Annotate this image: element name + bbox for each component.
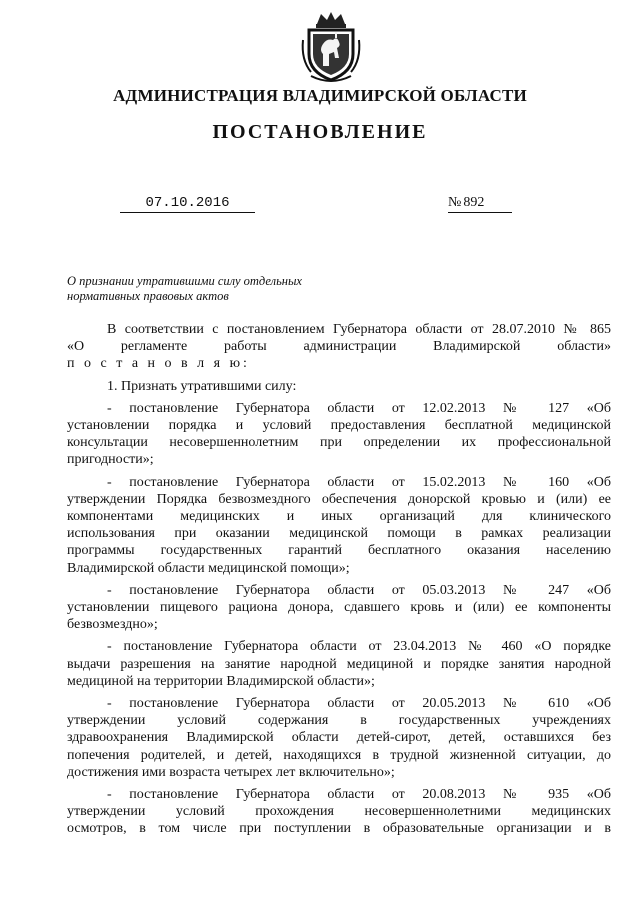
organization-name: АДМИНИСТРАЦИЯ ВЛАДИМИРСКОЙ ОБЛАСТИ [113, 86, 527, 105]
list-item-line: утверждении условий содержания в государственных учреждениях [67, 713, 611, 729]
list-item-line: установлении пищевого рациона донора, сдавшего кровь и (или) ее компоненты [67, 600, 611, 616]
list-item-line: достижения ими возраста четырех лет включительно»; [67, 764, 395, 780]
list-item-line: безвозмездно»; [67, 617, 158, 633]
document-subject [67, 274, 347, 304]
subject-line: нормативных правовых актов [67, 289, 229, 303]
document-date: 07.10.2016 [120, 195, 255, 213]
list-item [67, 786, 611, 838]
list-item-line: выдачи разрешения на занятие народной медициной и порядке занятия народной [67, 656, 611, 672]
list-item-line: медициной на территории Владимирской области»; [67, 673, 375, 689]
number-prefix: № [448, 195, 462, 210]
list-item-line: - постановление Губернатора области от 12.02.2013 № 127 «Об [107, 400, 611, 416]
subject-line: О признании утратившими силу отдельных [67, 274, 302, 288]
list-item [67, 474, 611, 577]
document-type: ПОСТАНОВЛЕНИЕ [212, 121, 428, 143]
list-item-line: консультации несовершеннолетним при определении их профессиональной [67, 435, 611, 451]
document-body [67, 321, 611, 838]
list-item-line: здравоохранения Владимирской области детей-сирот, детей, оставшихся без [67, 730, 611, 746]
preamble-line: В соответствии с постановлением Губернатора области от 28.07.2010 № 865 [107, 322, 611, 337]
preamble-line: «О регламенте работы администрации Владимирской области» [67, 339, 611, 355]
coat-of-arms-icon [299, 10, 363, 84]
repealed-acts-list [67, 400, 611, 838]
list-item [67, 638, 611, 690]
clause-heading: 1. Признать утратившими силу: [107, 378, 297, 394]
list-item [67, 695, 611, 781]
list-item-line: утверждении Порядка безвозмездного обеспечения донорской кровью и (или) ее [67, 491, 611, 507]
list-item-line: пригодности»; [67, 452, 154, 468]
list-item-line: компонентами медицинских и иных организаций для клинического [67, 509, 611, 525]
document-number [448, 195, 512, 213]
list-item-line: попечения родителей, и детей, находящихся в трудной жизненной ситуации, до [67, 747, 611, 763]
list-item-line: - постановление Губернатора области от 15.02.2013 № 160 «Об [107, 474, 611, 490]
list-item-line: установлении порядка и условий предоставления бесплатной медицинской [67, 418, 611, 434]
list-item-line: - постановление Губернатора области от 20.05.2013 № 610 «Об [107, 696, 611, 712]
list-item [67, 400, 611, 469]
number-value: 892 [463, 195, 485, 210]
list-item-line: осмотров, в том числе при поступлении в образовательные организации и в [67, 821, 611, 837]
list-item-line: Владимирской области медицинской помощи»; [67, 560, 350, 576]
list-item-line: использования при оказании медицинской помощи в рамках реализации [67, 526, 611, 542]
list-item-line: программы государственных гарантий бесплатного оказания населению [67, 543, 611, 559]
list-item [67, 582, 611, 634]
list-item-line: утверждении условий прохождения несовершеннолетними медицинских [67, 804, 611, 820]
decree-word: п о с т а н о в л я ю: [67, 356, 250, 372]
list-item-line: - постановление Губернатора области от 20.08.2013 № 935 «Об [107, 787, 611, 803]
list-item-line: - постановление Губернатора области от 23.04.2013 № 460 «О порядке [107, 639, 611, 655]
list-item-line: - постановление Губернатора области от 05.03.2013 № 247 «Об [107, 582, 611, 598]
